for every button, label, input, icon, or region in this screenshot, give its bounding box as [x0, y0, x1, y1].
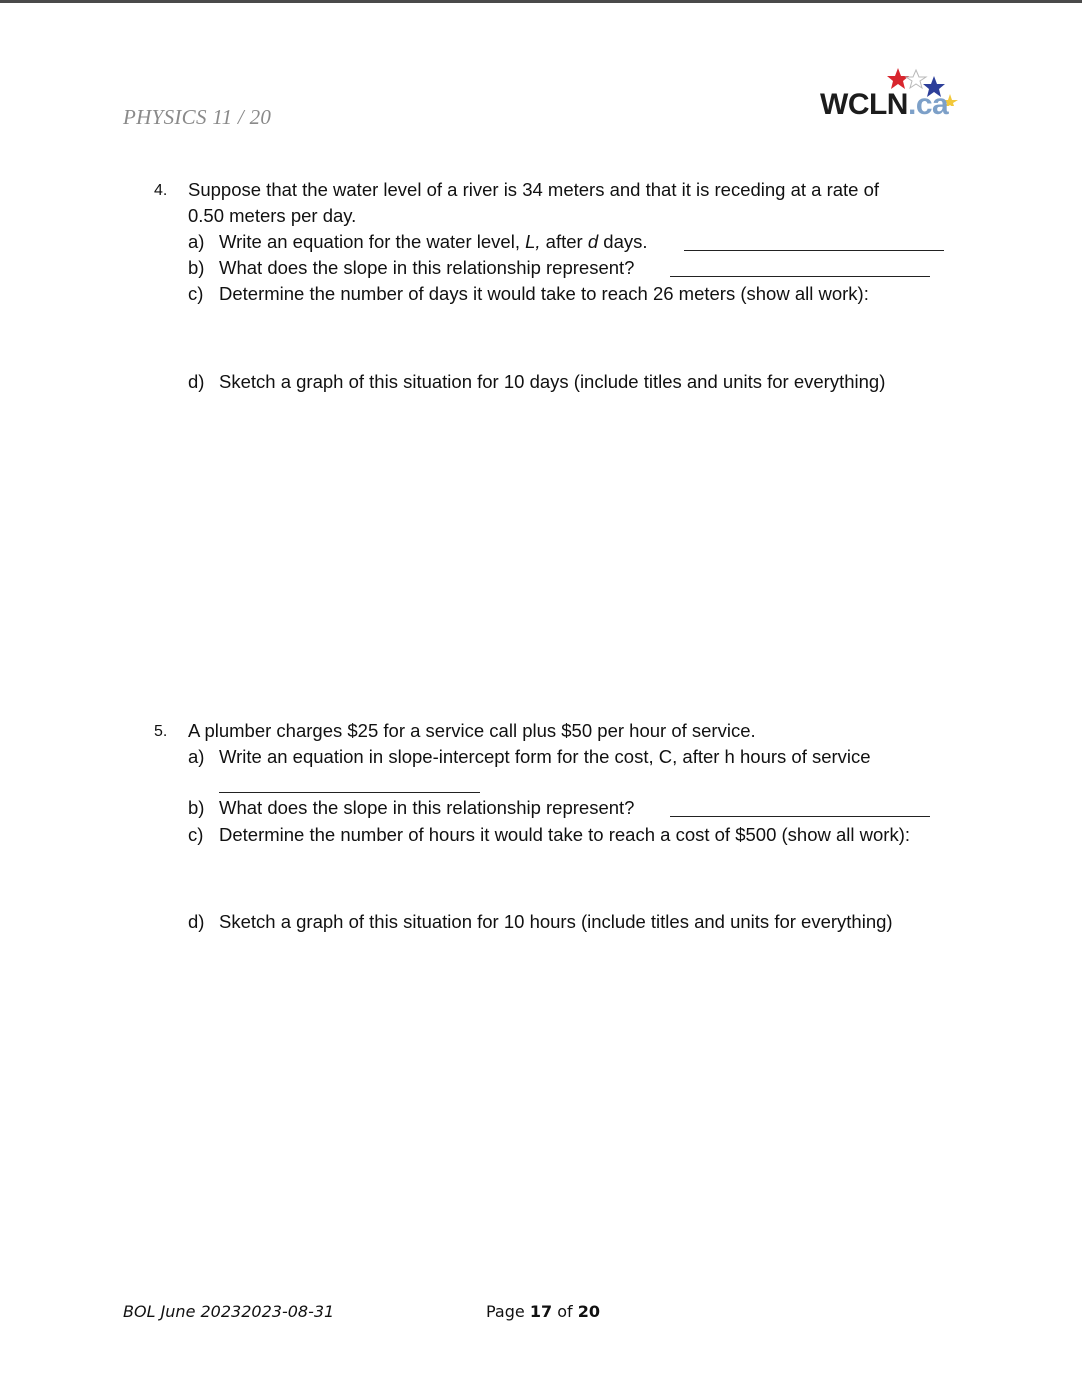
question-5-stem: A plumber charges $25 for a service call plus $50 per hour of service.: [188, 720, 756, 741]
question-5-number: 5.: [154, 723, 168, 740]
footer-page-word: Page: [486, 1302, 525, 1321]
footer-page-of: of: [557, 1302, 573, 1321]
footer-page-current: 17: [529, 1302, 553, 1321]
footer-page-total: 20: [577, 1302, 600, 1321]
question-5d-text: Sketch a graph of this situation for 10 hours (include titles and units for everything): [219, 911, 893, 932]
question-4a-mid: after: [540, 231, 588, 252]
question-5a-label: a): [188, 746, 205, 767]
question-4c-label: c): [188, 283, 204, 304]
logo-main: WCLN: [820, 88, 908, 121]
question-4-stem-line-1: Suppose that the water level of a river is 34 meters and that it is receding at a rate of: [188, 179, 880, 200]
question-4d-text: Sketch a graph of this situation for 10 days (include titles and units for everything): [219, 371, 886, 392]
red-star-icon: [887, 68, 909, 89]
wcln-logo: [818, 66, 963, 128]
question-5c-text: Determine the number of hours it would take to reach a cost of $500 (show all work):: [219, 824, 911, 845]
question-4-number: 4.: [154, 182, 168, 199]
question-4a-text: [219, 231, 648, 253]
question-5a-answer-blank[interactable]: [219, 792, 480, 793]
question-4b-label: b): [188, 257, 205, 278]
course-header: PHYSICS 11 / 20: [123, 105, 272, 129]
question-4c-text: Determine the number of days it would take to reach 26 meters (show all work):: [219, 283, 869, 304]
top-border: [0, 0, 1082, 3]
question-5d-label: d): [188, 911, 205, 932]
question-4b-text: What does the slope in this relationship represent?: [219, 257, 635, 278]
question-5b-text: What does the slope in this relationship represent?: [219, 797, 635, 818]
question-5a-text: Write an equation in slope-intercept form for the cost, C, after h hours of service: [219, 746, 871, 767]
logo-wordmark: [820, 88, 948, 122]
question-4a-label: a): [188, 231, 205, 252]
question-4a-post: days.: [598, 231, 648, 252]
logo-suffix: .ca: [907, 88, 949, 121]
white-star-icon: [906, 70, 926, 88]
question-5b-label: b): [188, 797, 205, 818]
footer-page-number: [486, 1302, 600, 1321]
question-5c-label: c): [188, 824, 204, 845]
question-4a-answer-blank[interactable]: [684, 250, 944, 251]
question-4-stem-line-2: 0.50 meters per day.: [188, 205, 357, 226]
question-5b-answer-blank[interactable]: [670, 816, 930, 817]
question-4d-label: d): [188, 371, 205, 392]
question-4b-answer-blank[interactable]: [670, 276, 930, 277]
question-4a-pre: Write an equation for the water level,: [219, 231, 526, 252]
question-4a-var-d: d: [587, 231, 599, 252]
footer-document-id: BOL June 20232023-08-31: [123, 1302, 335, 1321]
question-4a-var-l: L,: [525, 231, 541, 252]
